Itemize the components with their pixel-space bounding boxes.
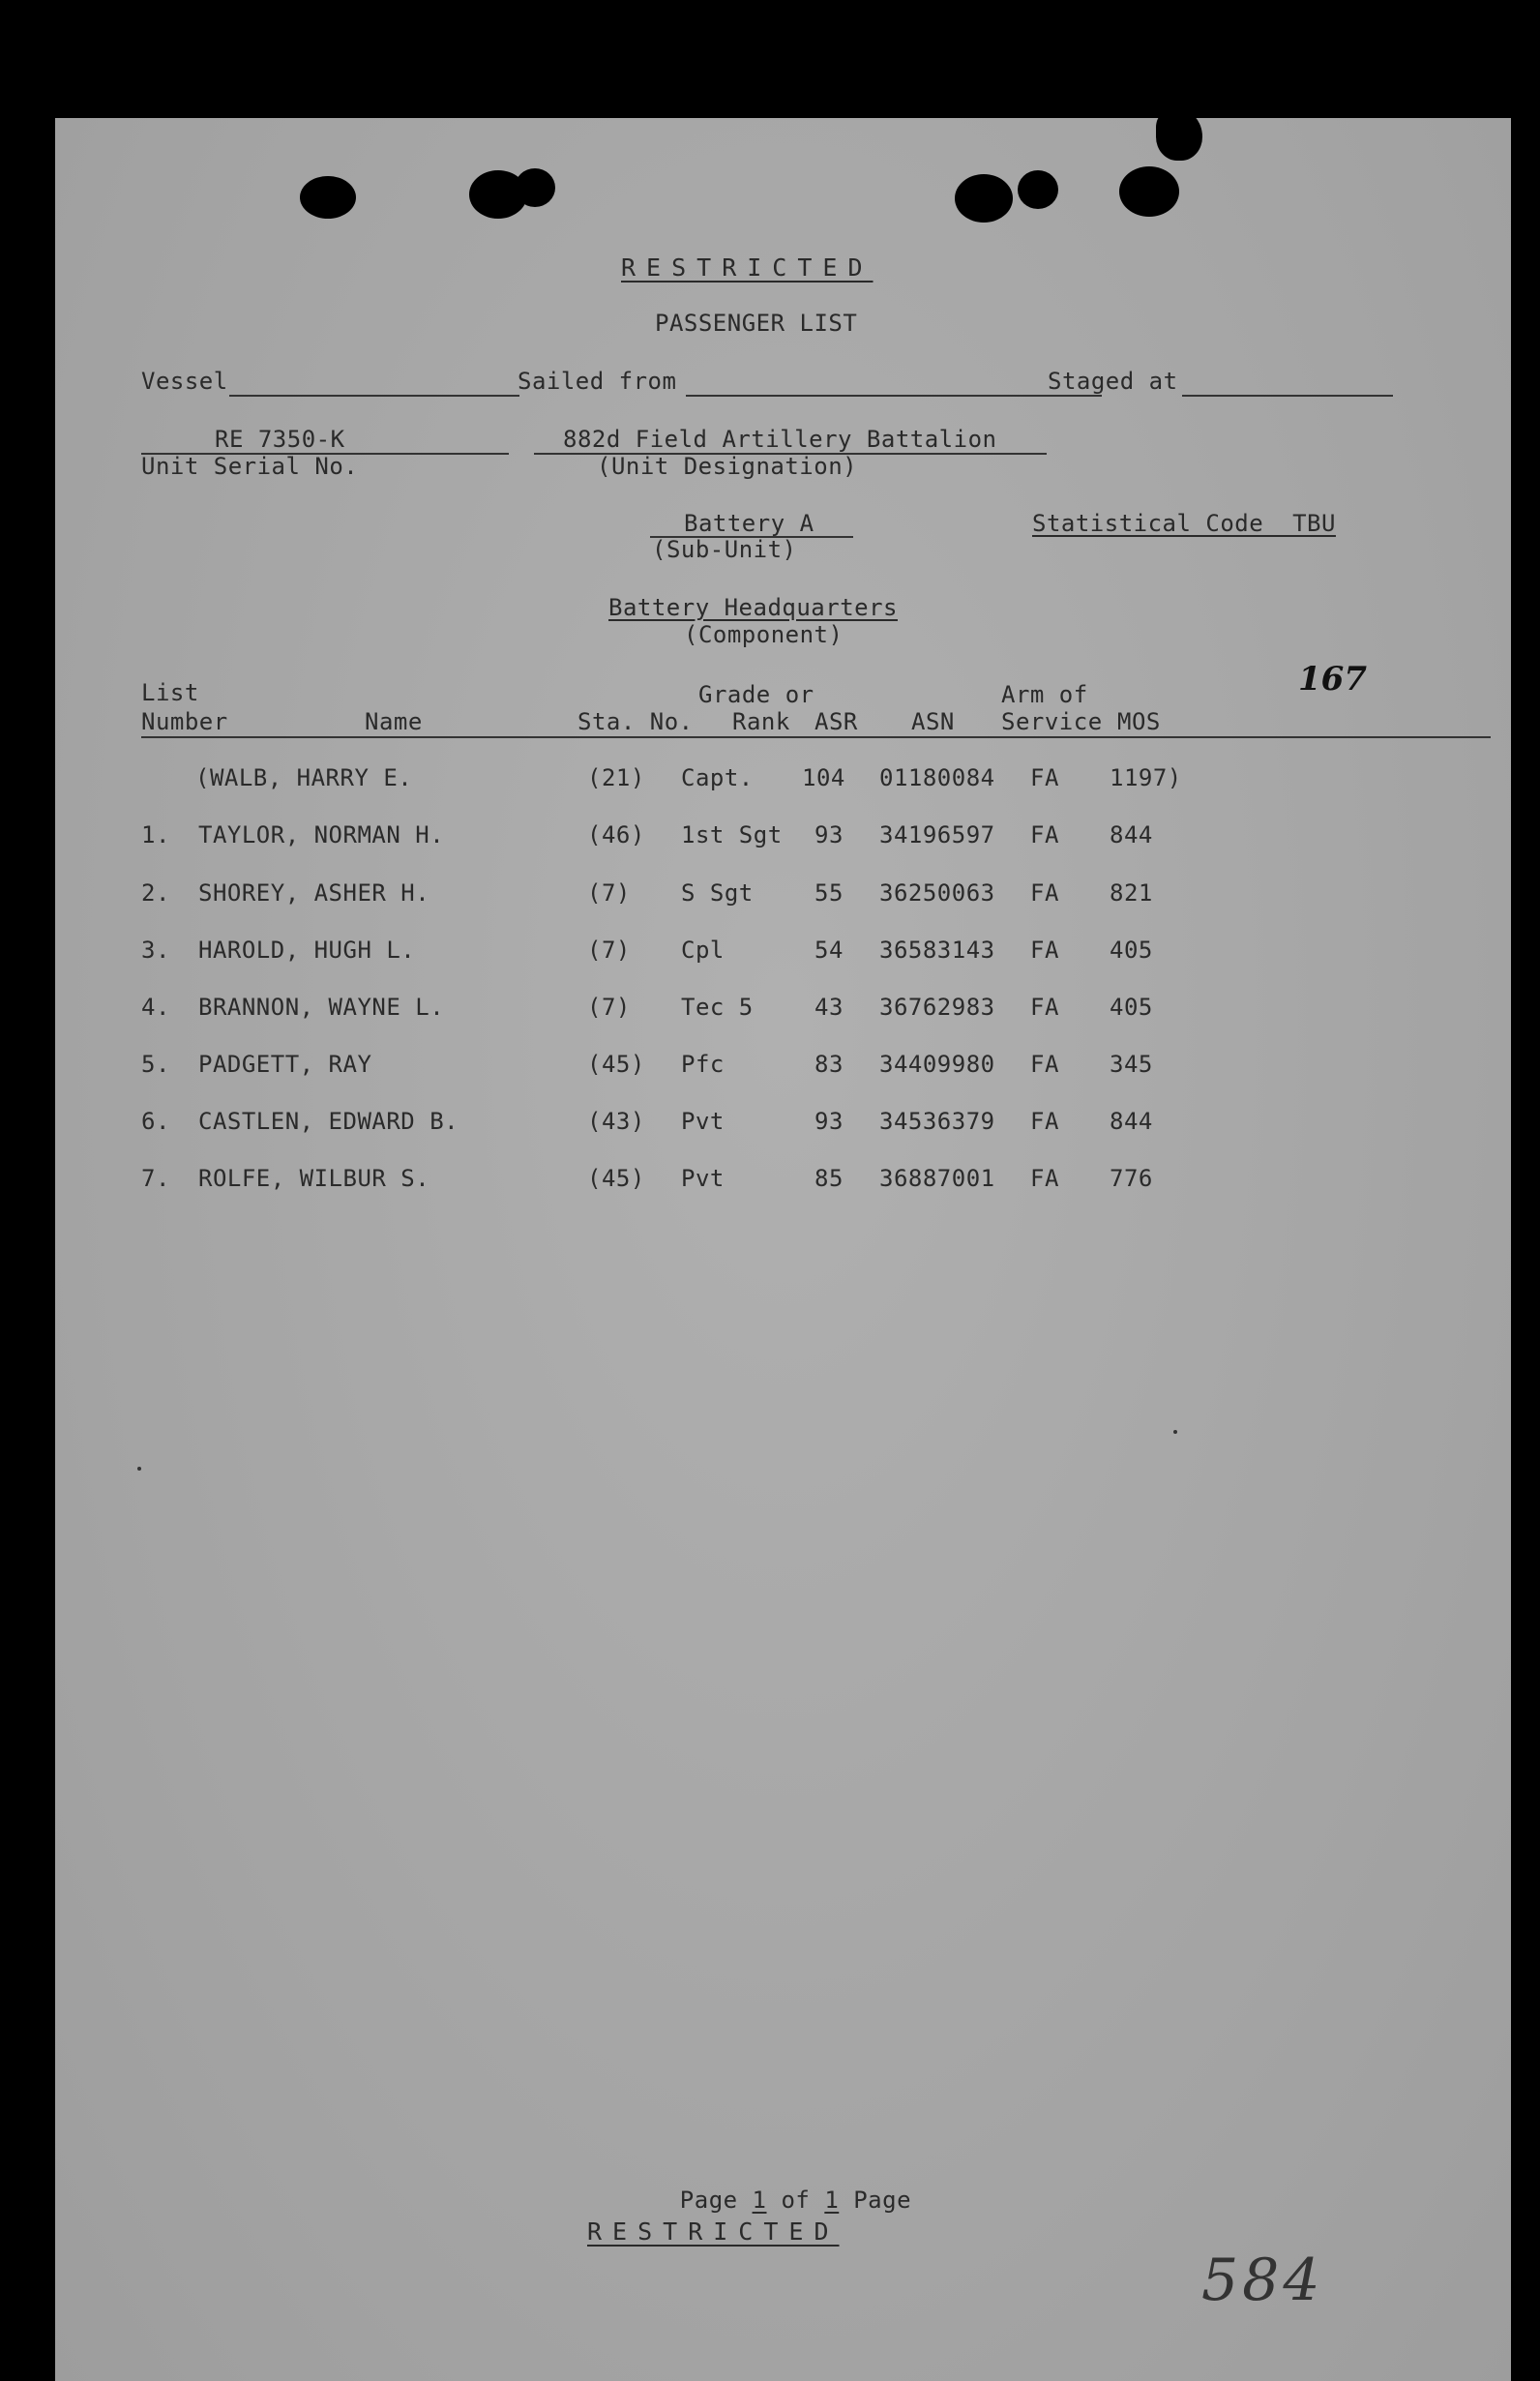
unit-serial-value: RE 7350-K: [215, 426, 345, 453]
row-sta: (46): [587, 821, 645, 848]
row-asn: 36887001: [879, 1165, 995, 1192]
col-grade-2: Rank: [732, 708, 790, 735]
row-name: PADGETT, RAY: [198, 1051, 372, 1078]
row-grade: Pfc: [681, 1051, 725, 1078]
col-mos: MOS: [1117, 708, 1161, 735]
row-number: 3.: [141, 937, 170, 964]
col-name: Name: [365, 708, 423, 735]
component-value: Battery Headquarters: [608, 594, 898, 621]
row-sta: (45): [587, 1165, 645, 1192]
row-asn: 36583143: [879, 937, 995, 964]
stamped-number: 167: [1298, 660, 1367, 699]
col-list-number-2: Number: [141, 708, 228, 735]
col-list-number-1: List: [141, 679, 199, 706]
row-arm: FA: [1030, 1108, 1059, 1135]
punch-hole-torn: [1156, 108, 1202, 161]
sub-unit-label: (Sub-Unit): [652, 536, 797, 563]
row-arm: FA: [1030, 764, 1059, 791]
row-asr: 43: [814, 994, 844, 1021]
row-number: 5.: [141, 1051, 170, 1078]
row-sta: (45): [587, 1051, 645, 1078]
punch-hole: [955, 174, 1013, 223]
page-of: of: [781, 2187, 811, 2214]
unit-designation-value: 882d Field Artillery Battalion: [563, 426, 997, 453]
row-number: 1.: [141, 821, 170, 848]
page-number: 1: [752, 2187, 767, 2214]
component-label: (Component): [684, 621, 844, 648]
row-number: 4.: [141, 994, 170, 1021]
row-asn: 34536379: [879, 1108, 995, 1135]
row-asr: 54: [814, 937, 844, 964]
row-asr: 55: [814, 879, 844, 907]
row-name: CASTLEN, EDWARD B.: [198, 1108, 459, 1135]
col-arm-2: Service: [1001, 708, 1103, 735]
row-arm: FA: [1030, 994, 1059, 1021]
row-grade: Tec 5: [681, 994, 754, 1021]
row-arm: FA: [1030, 937, 1059, 964]
col-asn: ASN: [911, 708, 955, 735]
row-mos: 1197): [1110, 764, 1182, 791]
row-mos: 844: [1110, 821, 1153, 848]
row-asn: 36762983: [879, 994, 995, 1021]
row-number: 7.: [141, 1165, 170, 1192]
row-sta: (7): [587, 994, 631, 1021]
restricted-header: RESTRICTED: [621, 253, 874, 282]
col-arm-1: Arm of: [1001, 681, 1088, 708]
row-grade: S Sgt: [681, 879, 754, 907]
handwritten-number: 584: [1201, 2247, 1324, 2314]
row-asr: 85: [814, 1165, 844, 1192]
col-sta-no: Sta. No.: [578, 708, 694, 735]
row-sta: (21): [587, 764, 645, 791]
row-asr: 104: [802, 764, 845, 791]
row-asr: 93: [814, 1108, 844, 1135]
sailed-from-blank: [686, 395, 1102, 397]
unit-designation-label: (Unit Designation): [597, 453, 858, 480]
row-arm: FA: [1030, 1051, 1059, 1078]
col-asr: ASR: [814, 708, 858, 735]
punch-hole: [1119, 166, 1179, 217]
paper-speck: [137, 1467, 141, 1471]
row-grade: Cpl: [681, 937, 725, 964]
row-arm: FA: [1030, 879, 1059, 907]
statistical-code: Statistical Code TBU: [1032, 510, 1336, 537]
punch-hole: [300, 176, 356, 219]
row-arm: FA: [1030, 1165, 1059, 1192]
unit-serial-label: Unit Serial No.: [141, 453, 359, 480]
page-total: 1: [824, 2187, 840, 2214]
row-mos: 405: [1110, 994, 1153, 1021]
row-name: BRANNON, WAYNE L.: [198, 994, 445, 1021]
row-asn: 34196597: [879, 821, 995, 848]
row-asn: 34409980: [879, 1051, 995, 1078]
row-sta: (7): [587, 879, 631, 907]
row-grade: Capt.: [681, 764, 754, 791]
row-asr: 83: [814, 1051, 844, 1078]
row-grade: Pvt: [681, 1108, 725, 1135]
row-mos: 821: [1110, 879, 1153, 907]
restricted-footer: RESTRICTED: [587, 2217, 840, 2246]
row-mos: 844: [1110, 1108, 1153, 1135]
paper-speck: [1173, 1430, 1177, 1434]
document-sheet: [55, 118, 1511, 2381]
punch-hole: [1018, 170, 1058, 209]
staged-at-label: Staged at: [1048, 368, 1178, 395]
col-grade-1: Grade or: [698, 681, 814, 708]
vessel-label: Vessel: [141, 368, 228, 395]
row-name: SHOREY, ASHER H.: [198, 879, 430, 907]
sailed-from-label: Sailed from: [518, 368, 677, 395]
row-asn: 36250063: [879, 879, 995, 907]
row-grade: 1st Sgt: [681, 821, 783, 848]
staged-at-blank: [1182, 395, 1393, 397]
header-underline: [141, 736, 1491, 738]
row-number: 2.: [141, 879, 170, 907]
row-name: TAYLOR, NORMAN H.: [198, 821, 445, 848]
row-name: HAROLD, HUGH L.: [198, 937, 416, 964]
row-arm: FA: [1030, 821, 1059, 848]
page-prefix: Page: [679, 2187, 738, 2214]
sub-unit-value: Battery A: [684, 510, 814, 537]
row-sta: (43): [587, 1108, 645, 1135]
page-suffix: Page: [853, 2187, 912, 2214]
row-name: (WALB, HARRY E.: [195, 764, 413, 791]
row-sta: (7): [587, 937, 631, 964]
row-number: 6.: [141, 1108, 170, 1135]
vessel-blank: [229, 395, 519, 397]
row-asn: 01180084: [879, 764, 995, 791]
row-grade: Pvt: [681, 1165, 725, 1192]
row-name: ROLFE, WILBUR S.: [198, 1165, 430, 1192]
punch-hole: [515, 168, 555, 207]
row-asr: 93: [814, 821, 844, 848]
row-mos: 776: [1110, 1165, 1153, 1192]
row-mos: 405: [1110, 937, 1153, 964]
row-mos: 345: [1110, 1051, 1153, 1078]
document-title: PASSENGER LIST: [655, 310, 858, 337]
